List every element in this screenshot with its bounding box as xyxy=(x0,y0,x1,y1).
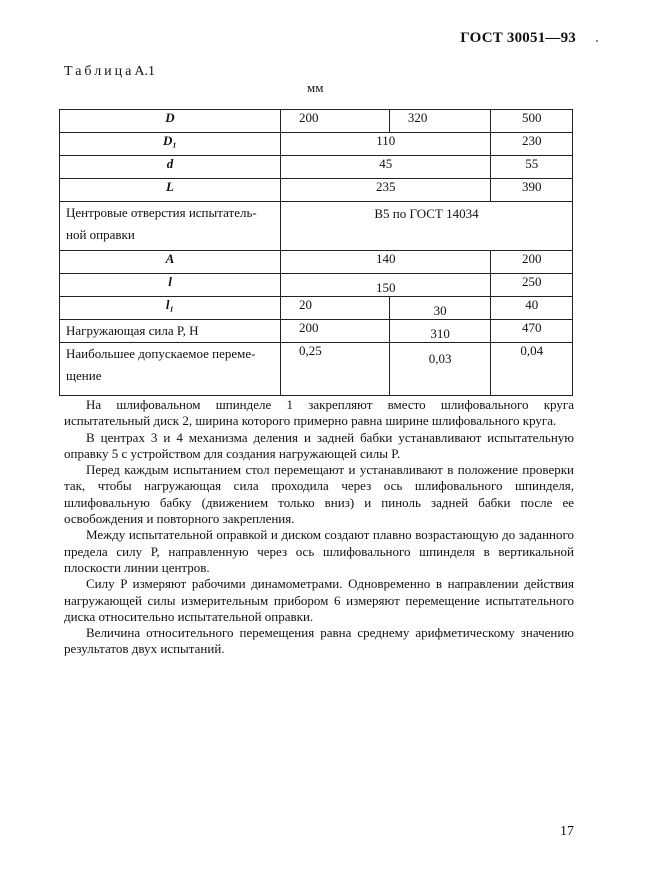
row-label xyxy=(60,343,281,396)
cell-value: 390 xyxy=(491,179,573,202)
row-label: D xyxy=(60,110,281,133)
row-label-line: Центровые отверстия испытатель- xyxy=(66,205,257,220)
cell-value: 40 xyxy=(491,297,573,320)
cell-value: 250 xyxy=(491,274,573,297)
table-row-load-force xyxy=(60,320,573,343)
cell-value: 140 xyxy=(281,251,491,274)
cell-value: 45 xyxy=(281,156,491,179)
paragraph: Между испытательной оправкой и диском создают плавно возрастающую до заданного предела силу P, направленную через ось шлифовального шпинделя в вертикальной плоскости линии центров. xyxy=(64,527,574,575)
table-title xyxy=(64,64,155,80)
paragraph: Перед каждым испытанием стол перемещают и устанавливают в положение проверки так, чтобы нагружающая сила проходила через ось шлифовального шпинделя, шлифовальную бабку (движением только вниз) и пиноль задней бабки после ее освобождения и повторного закрепления. xyxy=(64,462,574,527)
row-label: d xyxy=(60,156,281,179)
cell-value: B5 по ГОСТ 14034 xyxy=(281,202,573,251)
cell-value: 150 xyxy=(281,274,491,297)
cell-value: 110 xyxy=(281,133,491,156)
cell-value: 30 xyxy=(389,297,491,320)
row-label: A xyxy=(60,251,281,274)
cell-value: 500 xyxy=(491,110,573,133)
row-label: L xyxy=(60,179,281,202)
row-label: l₁ xyxy=(60,297,281,320)
table-title-number: А.1 xyxy=(134,64,156,79)
row-label-line: щение xyxy=(66,368,102,383)
cell-value: 200 xyxy=(281,110,390,133)
row-label-line: ной оправки xyxy=(66,227,135,242)
row-label xyxy=(60,202,281,251)
cell-value: 235 xyxy=(281,179,491,202)
paragraph: Силу P измеряют рабочими динамометрами. Одновременно в направлении действия нагружающей силы измерительным прибором 6 измеряют перемещение испытательного диска относительно испытательной оправки. xyxy=(64,576,574,624)
cell-value: 0,04 xyxy=(491,343,573,396)
row-label: l xyxy=(60,274,281,297)
table-units: мм xyxy=(307,80,324,95)
page-number: 17 xyxy=(560,824,574,839)
cell-value: 0,25 xyxy=(281,343,390,396)
cell-value: 310 xyxy=(389,320,491,343)
row-label: Нагружающая сила P, Н xyxy=(60,320,281,343)
spec-table xyxy=(59,109,573,396)
cell-value: 0,03 xyxy=(389,343,491,396)
table-row-D xyxy=(60,110,573,133)
table-row-l xyxy=(60,274,573,297)
scan-speck xyxy=(596,40,598,42)
document-code: ГОСТ 30051—93 xyxy=(460,30,576,46)
cell-value: 55 xyxy=(491,156,573,179)
table-row-center-holes xyxy=(60,202,573,251)
table-row-max-displacement xyxy=(60,343,573,396)
table-row-l1 xyxy=(60,297,573,320)
table-row-L xyxy=(60,179,573,202)
body-text xyxy=(64,397,574,658)
cell-value: 20 xyxy=(281,297,390,320)
cell-value: 320 xyxy=(389,110,491,133)
paragraph: На шлифовальном шпинделе 1 закрепляют вместо шлифовального круга испытательный диск 2, ширина которого примерно равна ширине шлифовального круга. xyxy=(64,397,574,429)
cell-value: 200 xyxy=(281,320,390,343)
table-row-d xyxy=(60,156,573,179)
table-title-word: Таблица xyxy=(64,64,135,79)
table-row-D1 xyxy=(60,133,573,156)
cell-value: 200 xyxy=(491,251,573,274)
cell-value: 470 xyxy=(491,320,573,343)
cell-value: 230 xyxy=(491,133,573,156)
paragraph: Величина относительного перемещения равна среднему арифметическому значению результатов двух испытаний. xyxy=(64,625,574,657)
table-row-A xyxy=(60,251,573,274)
row-label: D₁ xyxy=(60,133,281,156)
paragraph: В центрах 3 и 4 механизма деления и задней бабки устанавливают испытательную оправку 5 с устройством для создания нагружающей силы P. xyxy=(64,429,574,461)
row-label-line: Наибольшее допускаемое переме- xyxy=(66,346,256,361)
